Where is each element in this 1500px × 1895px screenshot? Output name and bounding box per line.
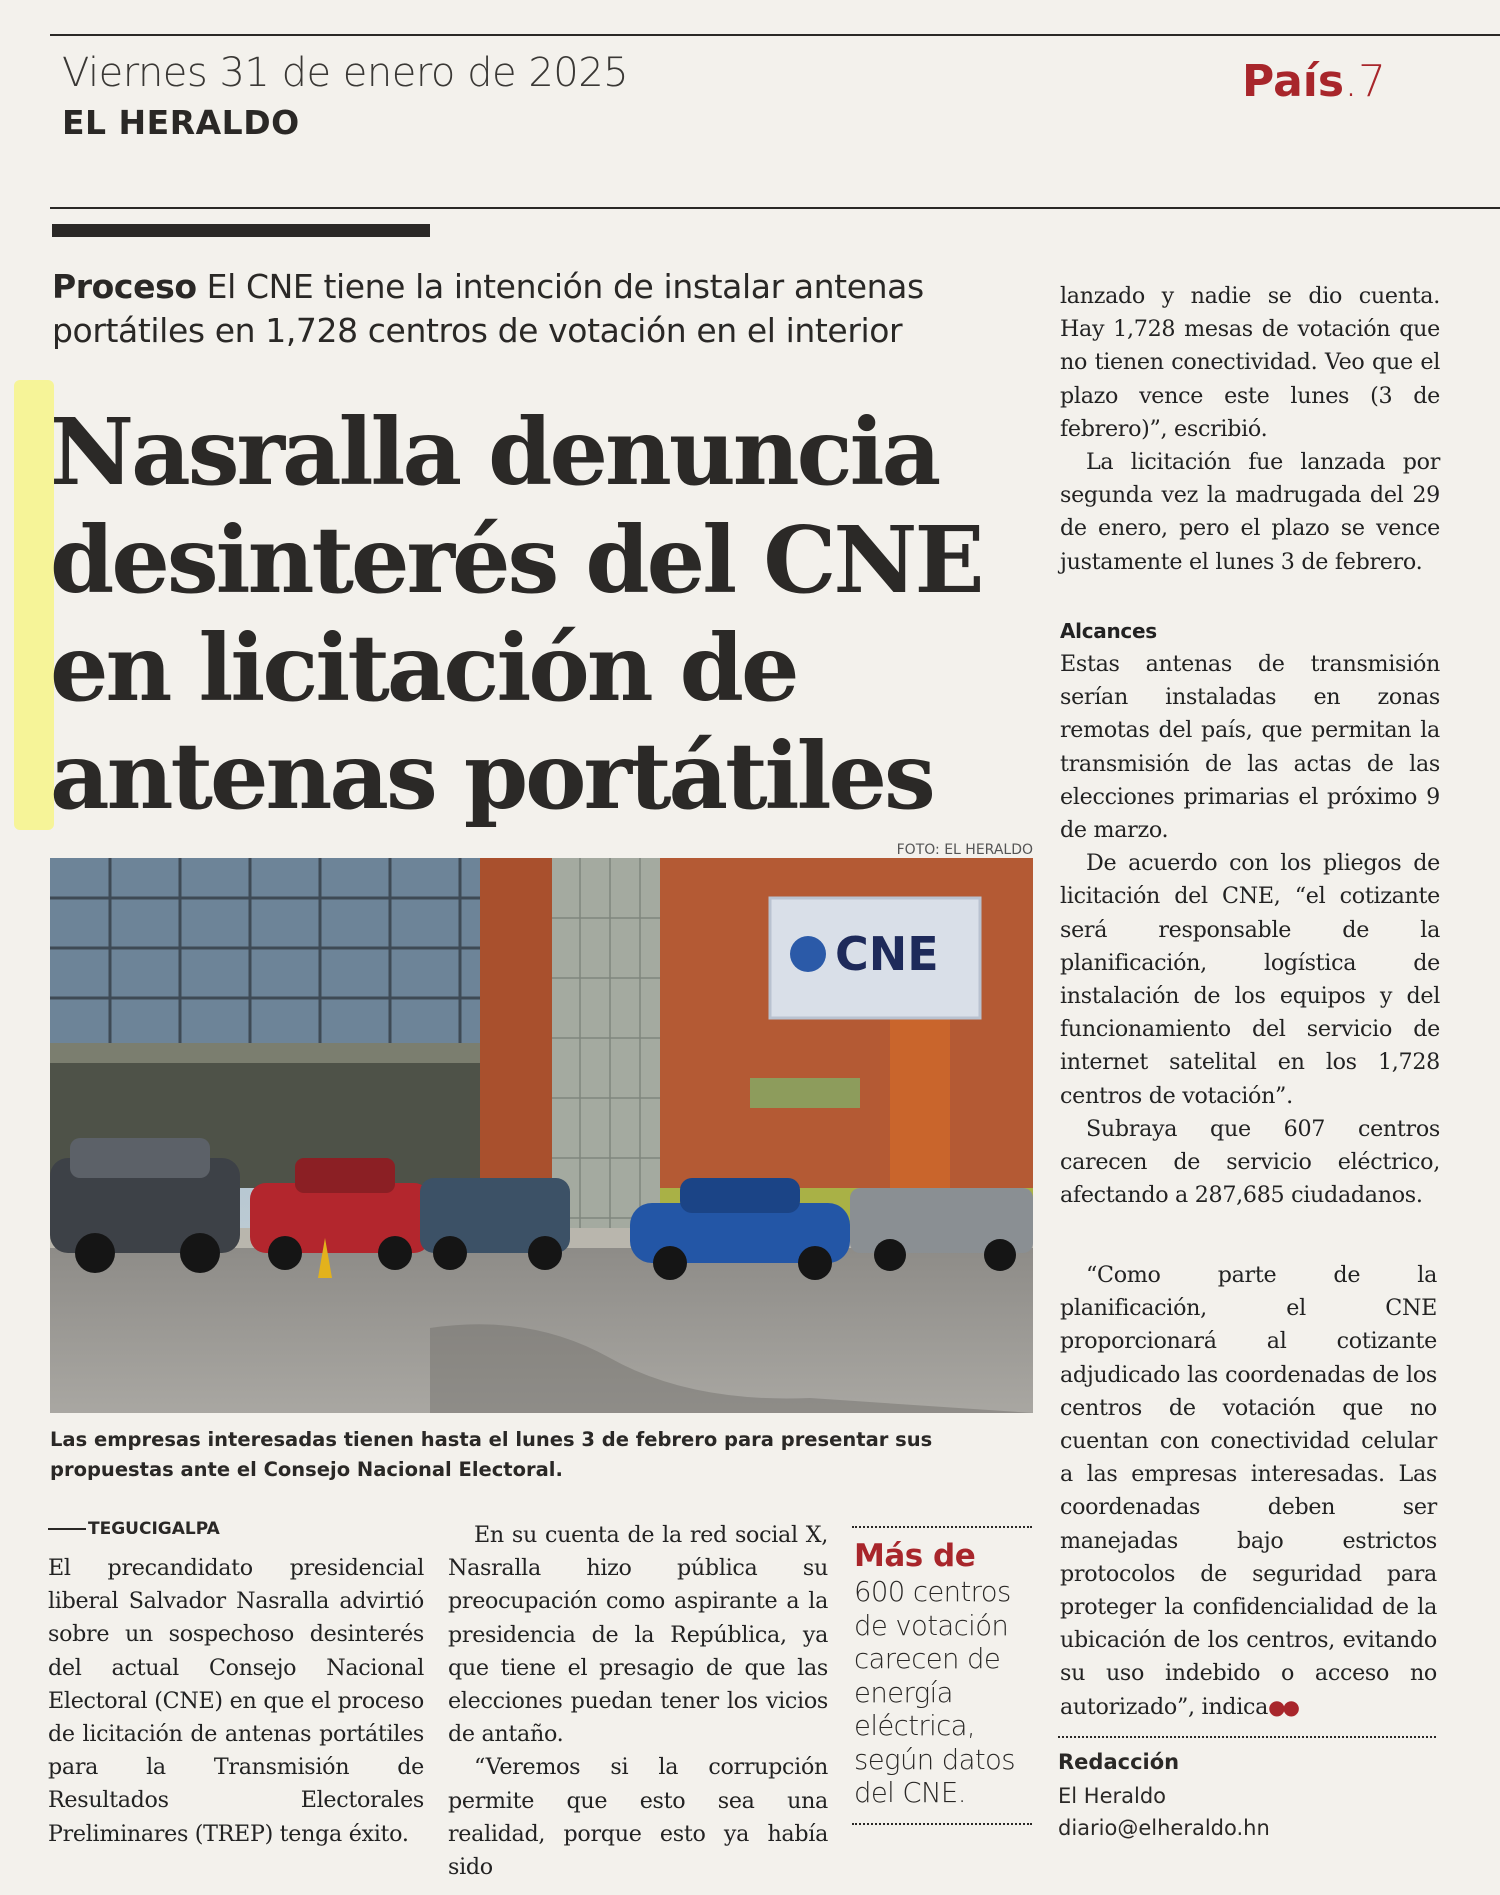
article-bar <box>52 224 430 237</box>
body-paragraph: En su cuenta de la red social X, Nasralla hizo pública su preocupación como aspirante a la presidencia de la República, ya que tiene el presagio de que las elecciones puedan tener los vicios de antaño. <box>448 1522 828 1748</box>
closing-quote: “Como parte de la planificación, el CNE proporcionará al cotizante adjudicado las coordenadas de los centros de votación que no cuentan con conectividad celular a las empresas interesadas. Las coordenadas deben ser manejadas bajo estrictos protocolos de seguridad para proteger la confidencialidad de la ubicación de los centros, evitando su uso indebido o acceso no autorizado”, indica <box>1060 1262 1437 1720</box>
newspaper-brand: EL HERALDO <box>62 103 300 142</box>
signature-rule <box>1058 1736 1436 1738</box>
page-number: .7 <box>1344 56 1387 107</box>
factoid-title: Más de <box>854 1538 976 1574</box>
factoid-body: 600 centros de votación carecen de energía eléctrica, según datos del CNE. <box>854 1576 1015 1809</box>
section-label <box>1242 56 1386 107</box>
issue-date: Viernes 31 de enero de 2025 <box>62 50 629 96</box>
header-rule <box>50 207 1500 209</box>
body-column-1 <box>48 1519 424 1851</box>
cne-building-photo <box>50 858 1033 1413</box>
section-name: País <box>1242 56 1345 107</box>
photo-caption: Las empresas interesadas tienen hasta el lunes 3 de febrero para presentar sus propuestas ante el Consejo Nacional Electoral. <box>50 1428 933 1481</box>
end-mark-icon: ●● <box>1268 1694 1297 1719</box>
body-paragraph: lanzado y nadie se dio cuenta. Hay 1,728 mesas de votación que no tienen conectividad. Veo que el plazo vence este lunes (3 de febrero)”, escribió. <box>1060 283 1440 442</box>
photo-credit: FOTO: EL HERALDO <box>896 842 1033 858</box>
body-paragraph: La licitación fue lanzada por segunda vez la madrugada del 29 de enero, pero el plazo se vence justamente el lunes 3 de febrero. <box>1060 449 1440 575</box>
body-paragraph: El precandidato presidencial liberal Salvador Nasralla advirtió sobre un sospechoso desinterés del actual Consejo Nacional Electoral (CNE) en que el proceso de licitación de antenas portátiles para la Transmisión de Resultados Electorales Preliminares (TREP) tenga éxito. <box>48 1555 424 1847</box>
body-paragraph: De acuerdo con los pliegos de licitación del CNE, “el cotizante será responsable de la planificación, logística de instalación de los equipos y del funcionamiento del servicio de internet satelital en los 1,728 centros de votación”. <box>1060 850 1440 1109</box>
body-paragraph: Subraya que 607 centros carecen de servicio eléctrico, afectando a 287,685 ciudadanos. <box>1060 1115 1440 1209</box>
body-paragraph: “Veremos si la corrupción permite que esto sea una realidad, porque esto ya había sido <box>448 1754 828 1881</box>
top-rule <box>50 34 1500 36</box>
body-column-3 <box>1060 280 1440 1212</box>
byline-email[interactable]: diario@elheraldo.hn <box>1058 1816 1270 1840</box>
kicker <box>52 265 1032 353</box>
kicker-text: El CNE tiene la intención de instalar antenas portátiles en 1,728 centros de votación en el interior <box>52 267 924 350</box>
byline-name: El Heraldo <box>1058 1784 1167 1808</box>
subhead: Alcances <box>1060 618 1157 643</box>
factoid-box <box>852 1526 1032 1825</box>
highlighter-mark <box>14 380 54 830</box>
body-paragraph <box>1060 1259 1437 1724</box>
photo-sign-text: CNE <box>835 927 939 981</box>
body-column-2 <box>448 1519 828 1884</box>
kicker-label: Proceso <box>52 267 197 306</box>
byline-label: Redacción <box>1058 1750 1180 1774</box>
headline: Nasralla denuncia desinterés del CNE en licitación de antenas portátiles <box>50 398 982 830</box>
dateline: TEGUCIGALPA <box>48 1519 220 1539</box>
body-paragraph: Estas antenas de transmisión serían instaladas en zonas remotas del país, que permitan la transmisión de las actas de las elecciones primarias el próximo 9 de marzo. <box>1060 651 1440 844</box>
body-column-4 <box>1060 1259 1437 1724</box>
